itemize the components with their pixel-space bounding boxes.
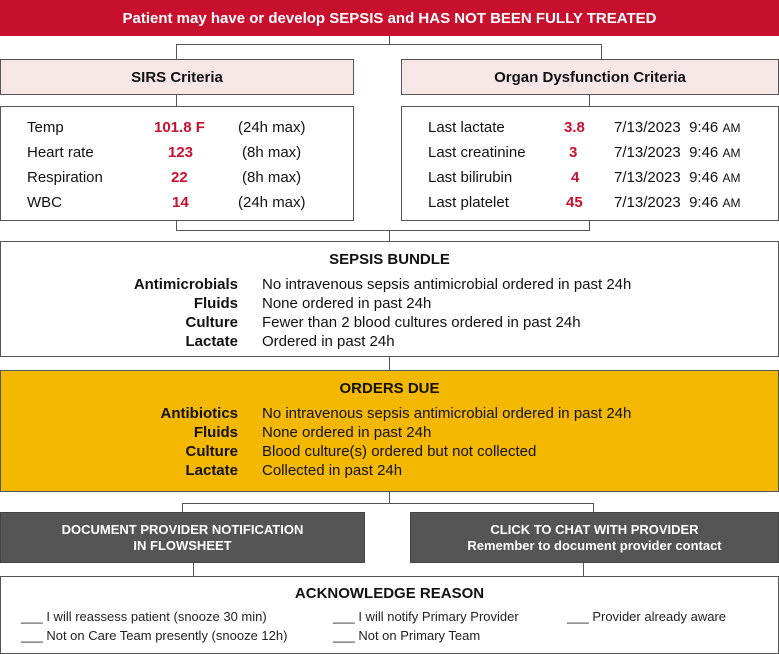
sirs-label: Heart rate bbox=[27, 144, 94, 161]
orders-key: Culture bbox=[185, 443, 238, 460]
organ-time: 9:46 bbox=[689, 169, 719, 186]
bundle-key: Antimicrobials bbox=[133, 276, 238, 293]
orders-key: Lactate bbox=[185, 462, 238, 479]
chat-with-provider-button[interactable] bbox=[410, 512, 779, 563]
sirs-label: Respiration bbox=[27, 169, 103, 186]
connector-line bbox=[389, 357, 390, 371]
ack-option-not-on-care-team[interactable] bbox=[21, 628, 287, 643]
ack-option-label: I will reassess patient (snooze 30 min) bbox=[46, 609, 267, 624]
bundle-value: None ordered in past 24h bbox=[262, 295, 432, 312]
sirs-window: (8h max) bbox=[242, 169, 302, 186]
organ-label: Last lactate bbox=[428, 119, 505, 136]
bundle-key: Fluids bbox=[193, 295, 238, 312]
ack-option-label: I will notify Primary Provider bbox=[358, 609, 519, 624]
organ-ampm: AM bbox=[722, 196, 741, 210]
orders-value: Blood culture(s) ordered but not collected bbox=[262, 443, 537, 460]
bundle-value: Ordered in past 24h bbox=[262, 333, 395, 350]
orders-key: Fluids bbox=[193, 424, 238, 441]
organ-time: 9:46 bbox=[689, 119, 719, 136]
orders-value: Collected in past 24h bbox=[262, 462, 403, 479]
document-button-line2: IN FLOWSHEET bbox=[133, 537, 232, 553]
ack-blank: ___ bbox=[333, 628, 355, 643]
ack-option-notify-primary[interactable] bbox=[333, 609, 519, 624]
sirs-row-temp bbox=[27, 119, 64, 136]
sirs-value: 14 bbox=[172, 194, 189, 211]
connector-line bbox=[176, 44, 602, 45]
organ-time: 9:46 bbox=[689, 144, 719, 161]
organ-date: 7/13/2023 bbox=[614, 144, 681, 161]
sepsis-bundle-title: SEPSIS BUNDLE bbox=[329, 251, 450, 268]
orders-value: No intravenous sepsis antimicrobial ordered in past 24h bbox=[262, 405, 632, 422]
organ-value: 3.8 bbox=[564, 119, 585, 136]
organ-date: 7/13/2023 bbox=[614, 169, 681, 186]
connector-line bbox=[601, 44, 602, 60]
organ-value: 3 bbox=[569, 144, 578, 161]
organ-value: 4 bbox=[571, 169, 580, 186]
ack-blank: ___ bbox=[333, 609, 355, 624]
sirs-label: WBC bbox=[27, 194, 62, 211]
orders-value: None ordered in past 24h bbox=[262, 424, 432, 441]
sepsis-alert-banner: Patient may have or develop SEPSIS and HAS NOT BEEN FULLY TREATED bbox=[0, 0, 779, 36]
organ-date: 7/13/2023 bbox=[614, 119, 681, 136]
bundle-key: Lactate bbox=[185, 333, 238, 350]
sirs-value: 101.8 F bbox=[154, 119, 205, 136]
connector-line bbox=[193, 563, 194, 577]
document-button-line1: DOCUMENT PROVIDER NOTIFICATION bbox=[61, 521, 304, 537]
sirs-criteria-header: SIRS Criteria bbox=[0, 59, 354, 95]
sirs-window: (8h max) bbox=[242, 144, 302, 161]
bundle-value: Fewer than 2 blood cultures ordered in past 24h bbox=[262, 314, 581, 331]
organ-timestamp bbox=[614, 169, 740, 186]
ack-blank: ___ bbox=[567, 609, 589, 624]
ack-option-provider-aware[interactable] bbox=[567, 609, 726, 624]
acknowledge-reason-panel bbox=[0, 576, 779, 654]
bundle-value: No intravenous sepsis antimicrobial ordered in past 24h bbox=[262, 276, 632, 293]
ack-option-label: Not on Primary Team bbox=[358, 628, 481, 643]
sirs-value: 123 bbox=[168, 144, 194, 161]
chat-button-line1: CLICK TO CHAT WITH PROVIDER bbox=[490, 521, 699, 537]
sirs-criteria-panel bbox=[0, 106, 354, 221]
ack-option-not-primary-team[interactable] bbox=[333, 628, 480, 643]
organ-time: 9:46 bbox=[689, 194, 719, 211]
organ-timestamp bbox=[614, 144, 740, 161]
organ-label: Last bilirubin bbox=[428, 169, 513, 186]
sirs-label: Temp bbox=[27, 119, 64, 136]
organ-timestamp bbox=[614, 194, 740, 211]
connector-line bbox=[182, 503, 594, 504]
ack-blank: ___ bbox=[21, 628, 43, 643]
orders-due-panel bbox=[0, 370, 779, 492]
organ-ampm: AM bbox=[722, 171, 741, 185]
chat-button-line2: Remember to document provider contact bbox=[467, 537, 722, 553]
organ-timestamp bbox=[614, 119, 740, 136]
organ-ampm: AM bbox=[722, 121, 741, 135]
acknowledge-reason-title: ACKNOWLEDGE REASON bbox=[294, 585, 485, 602]
bundle-key: Culture bbox=[185, 314, 238, 331]
organ-date: 7/13/2023 bbox=[614, 194, 681, 211]
connector-line bbox=[176, 230, 590, 231]
document-provider-notification-button[interactable] bbox=[0, 512, 365, 563]
sirs-window: (24h max) bbox=[238, 194, 306, 211]
ack-option-label: Provider already aware bbox=[592, 609, 727, 624]
orders-due-title: ORDERS DUE bbox=[339, 380, 440, 397]
sirs-value: 22 bbox=[171, 169, 188, 186]
organ-ampm: AM bbox=[722, 146, 741, 160]
connector-line bbox=[583, 563, 584, 577]
orders-key: Antibiotics bbox=[160, 405, 238, 422]
organ-label: Last creatinine bbox=[428, 144, 526, 161]
ack-option-label: Not on Care Team presently (snooze 12h) bbox=[46, 628, 288, 643]
organ-value: 45 bbox=[566, 194, 583, 211]
connector-line bbox=[176, 44, 177, 60]
organ-dysfunction-panel bbox=[401, 106, 779, 221]
ack-option-reassess[interactable] bbox=[21, 609, 267, 624]
sepsis-bundle-panel bbox=[0, 241, 779, 357]
ack-blank: ___ bbox=[21, 609, 43, 624]
organ-dysfunction-header: Organ Dysfunction Criteria bbox=[401, 59, 779, 95]
organ-label: Last platelet bbox=[428, 194, 509, 211]
sirs-window: (24h max) bbox=[238, 119, 306, 136]
